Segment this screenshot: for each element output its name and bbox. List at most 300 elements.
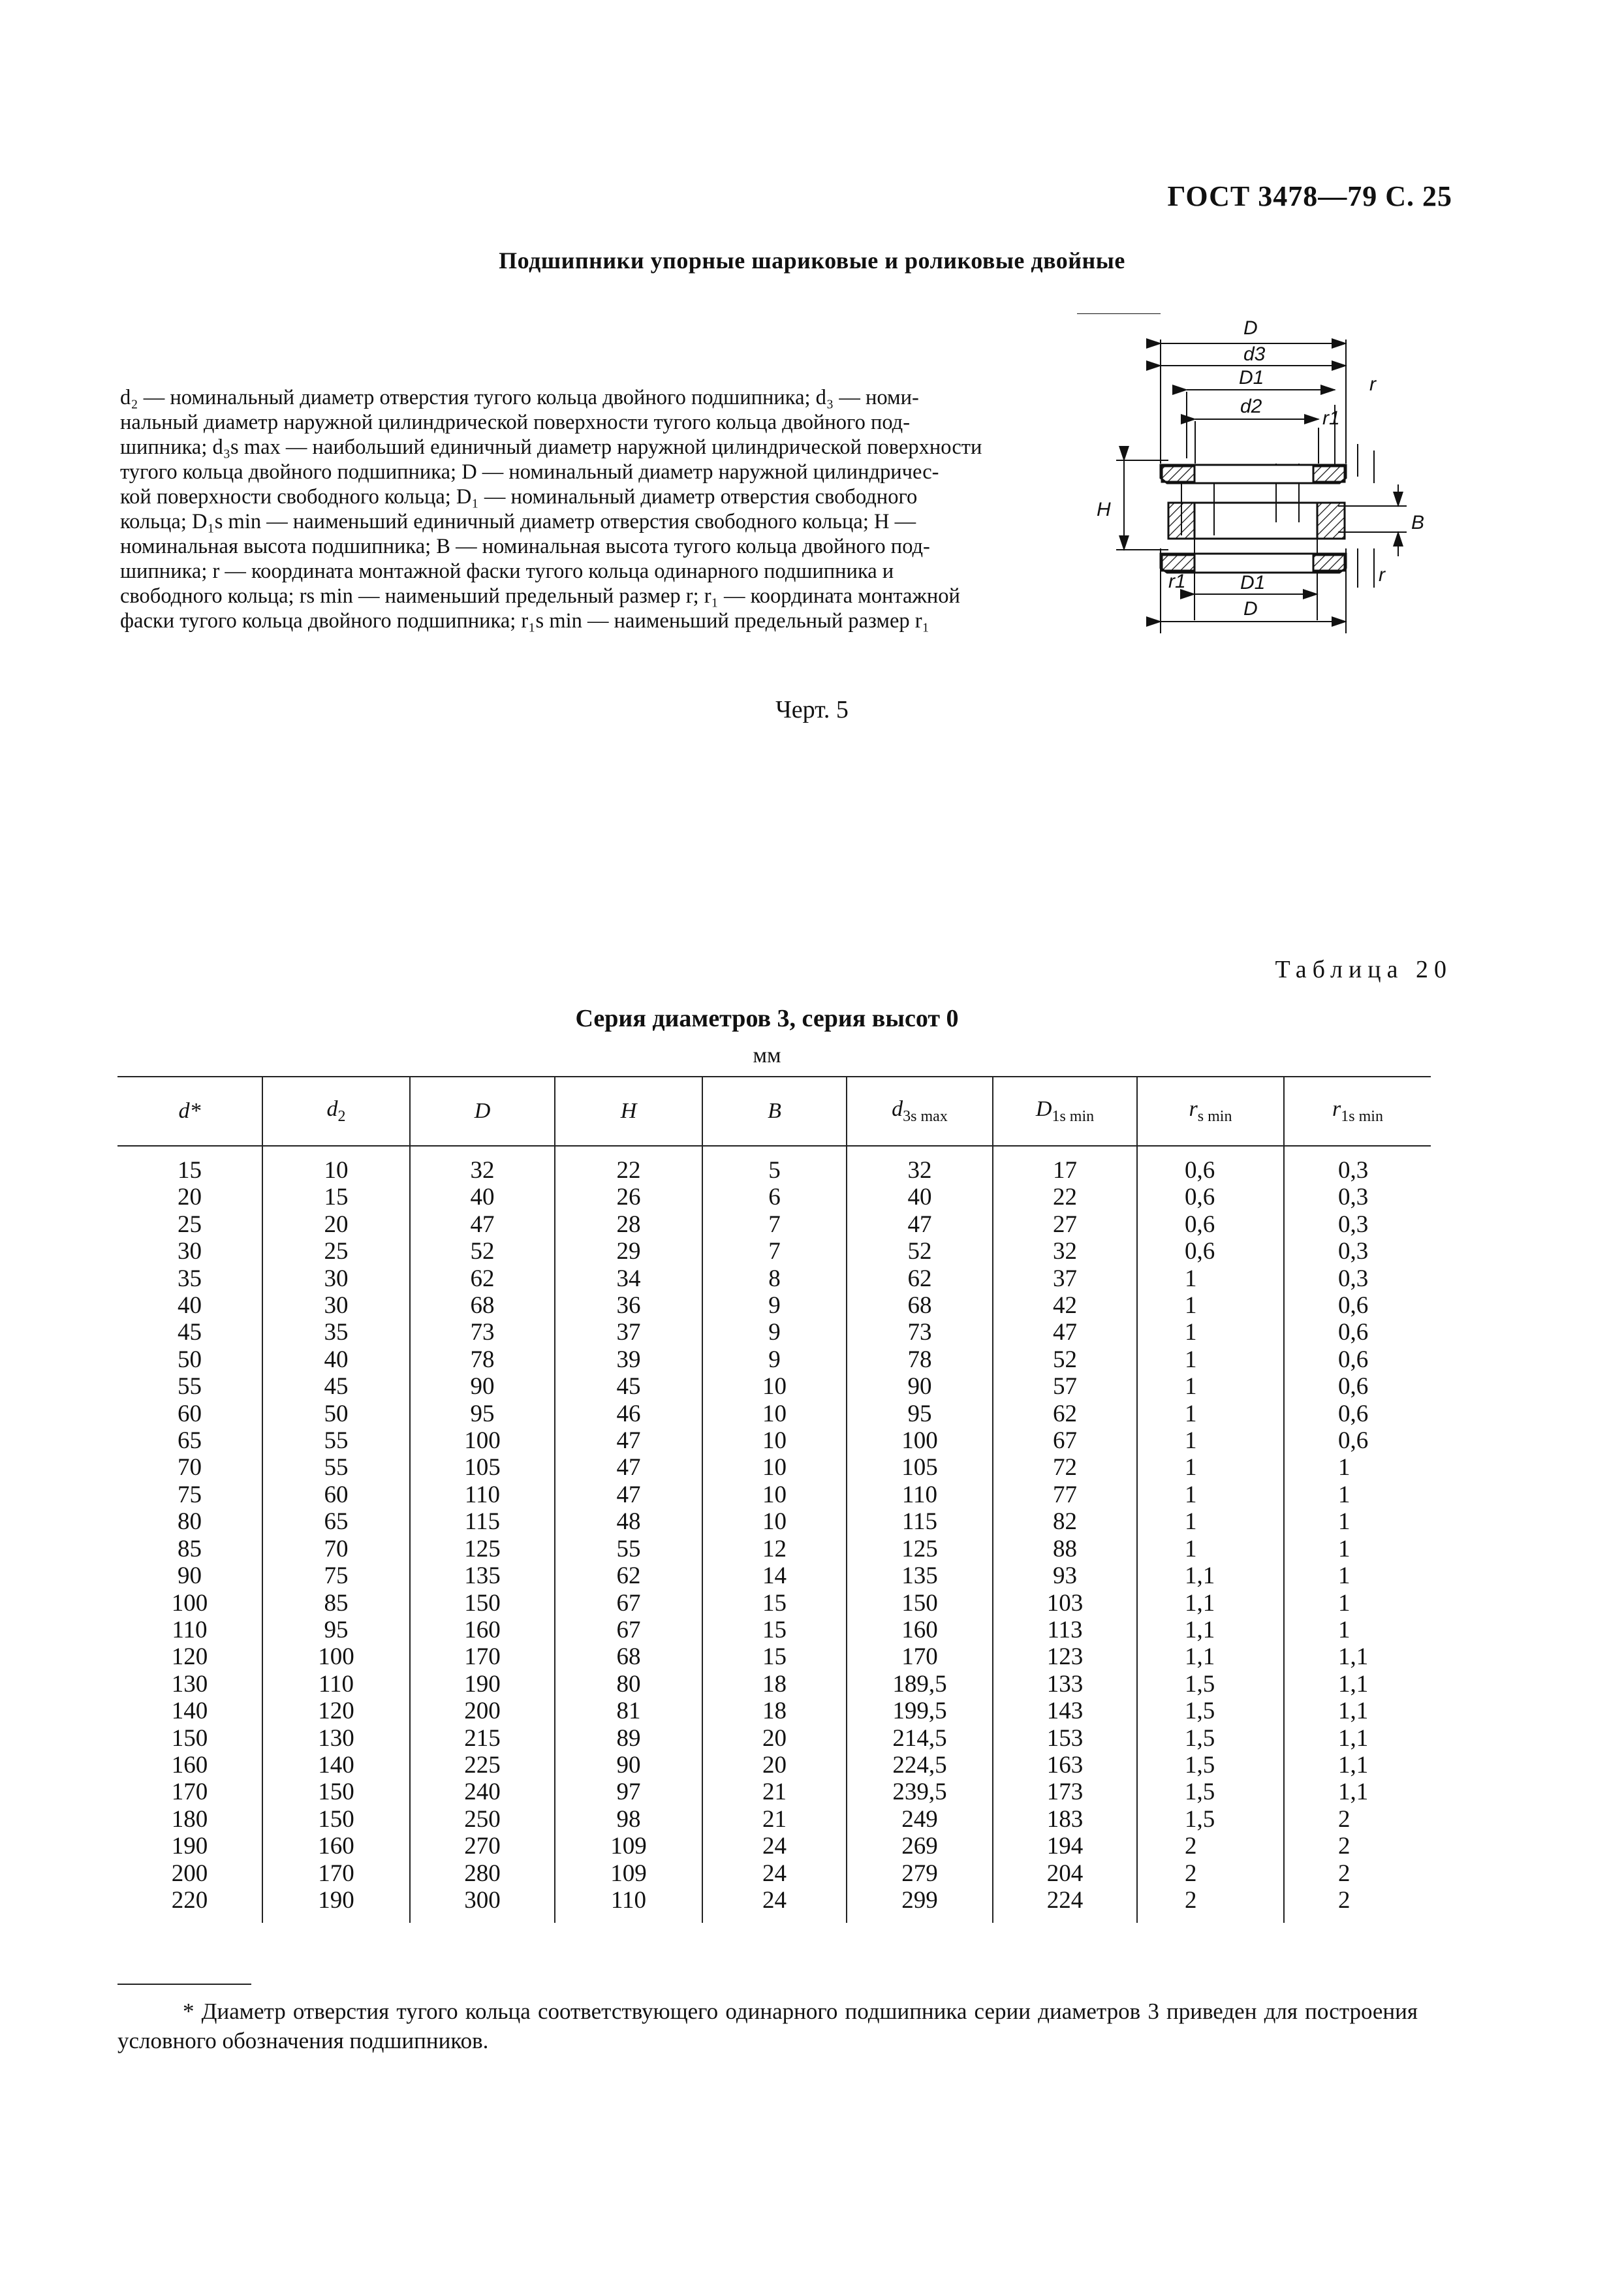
table-cell: 68 [616,1643,641,1671]
label-d3: d3 [1243,343,1266,365]
column-values [262,1146,410,1923]
table-cell: 0,3 [1338,1211,1369,1238]
table-cell: 55 [178,1373,202,1401]
table-cell: 28 [616,1211,641,1238]
table-cell: 1 [1185,1400,1197,1427]
table-cell: 70 [178,1454,202,1481]
table-cell: 214,5 [892,1724,947,1752]
table-cell: 2 [1338,1805,1351,1833]
table-cell: 1,1 [1185,1562,1215,1590]
table-cell: 150 [318,1805,354,1833]
table-cell: 113 [1047,1616,1083,1643]
table-cell: 1,1 [1338,1724,1369,1752]
table-cell: 10 [762,1454,787,1481]
table-cell: 115 [464,1508,501,1536]
table-cell: 40 [324,1346,349,1373]
table-cell: 1,5 [1185,1670,1215,1698]
table-cell: 133 [1046,1670,1084,1698]
table-cell: 32 [907,1157,932,1184]
table-cell: 62 [907,1265,932,1292]
label-r-top: r [1369,373,1376,395]
label-D: D [1243,317,1258,339]
table-cell: 27 [1053,1211,1077,1238]
table-cell: 90 [178,1562,202,1590]
table-cell: 62 [1053,1400,1077,1427]
table-cell: 150 [318,1779,354,1806]
table-cell: 160 [171,1751,208,1779]
table-cell: 40 [470,1184,495,1211]
table-cell: 105 [901,1454,938,1481]
table-cell: 180 [171,1805,208,1833]
table-cell: 55 [616,1535,641,1562]
table-cell: 249 [901,1805,938,1833]
table-cell: 10 [762,1481,787,1508]
table-cell: 52 [1053,1346,1077,1373]
table-cell: 9 [768,1346,781,1373]
footnote-separator [117,1984,251,1985]
table-cell: 1 [1338,1616,1351,1643]
table-cell: 70 [324,1535,349,1562]
table-cell: 215 [464,1724,501,1752]
table-cell: 1 [1185,1454,1197,1481]
page-header: ГОСТ 3478—79 С. 25 [1167,180,1452,212]
table-cell: 100 [901,1427,938,1455]
table-cell: 1,5 [1185,1698,1215,1725]
table-cell: 150 [901,1589,938,1617]
table-cell: 150 [464,1589,501,1617]
table-cell: 163 [1046,1751,1084,1779]
table-cell: 110 [172,1616,208,1643]
table-cell: 0,6 [1338,1373,1369,1401]
table-cell: 279 [901,1860,938,1887]
table-cell: 32 [470,1157,495,1184]
table-cell: 10 [324,1157,349,1184]
label-r1-top: r1 [1322,407,1340,429]
table-cell: 65 [324,1508,349,1536]
table-cell: 1 [1185,1319,1197,1346]
label-D1-top: D1 [1239,367,1264,388]
label-H: H [1097,499,1111,520]
table-cell: 67 [1053,1427,1077,1455]
table-cell: 62 [470,1265,495,1292]
table-cell: 170 [464,1643,501,1671]
table-cell: 120 [171,1643,208,1671]
table-cell: 190 [464,1670,501,1698]
column-values [993,1146,1137,1923]
table-cell: 0,3 [1338,1157,1369,1184]
table-cell: 45 [178,1319,202,1346]
table-cell: 62 [616,1562,641,1590]
table-cell: 20 [178,1184,202,1211]
label-B: B [1411,512,1425,533]
table-cell: 68 [470,1292,495,1320]
table-title: Серия диаметров 3, серия высот 0 [575,1005,959,1032]
table-cell: 5 [768,1157,781,1184]
table-cell: 224 [1046,1886,1084,1914]
column-header: $d_{3s max}$ [847,1077,993,1146]
table-cell: 0,6 [1185,1211,1215,1238]
table-cell: 2 [1338,1833,1351,1860]
table-cell: 10 [762,1508,787,1536]
column-values [410,1146,555,1923]
table-cell: 1,5 [1185,1779,1215,1806]
table-cell: 24 [762,1833,787,1860]
table-cell: 1 [1185,1535,1197,1562]
table-cell: 47 [616,1427,641,1455]
table-cell: 60 [178,1400,202,1427]
table-cell: 9 [768,1319,781,1346]
table-cell: 0,6 [1338,1319,1369,1346]
table-cell: 26 [616,1184,641,1211]
dimensions-table [117,1076,1431,1923]
table-cell: 88 [1053,1535,1077,1562]
table-cell: 24 [762,1886,787,1914]
table-cell: 7 [768,1211,781,1238]
table-cell: 77 [1053,1481,1077,1508]
table-cell: 95 [470,1400,495,1427]
table-cell: 90 [616,1751,641,1779]
table-cell: 22 [1053,1184,1077,1211]
table-cell: 55 [324,1454,349,1481]
definition-line: шипника; r — координата монтажной фаски тугого кольца одинарного подшипника и [120,560,894,583]
table-cell: 1 [1338,1562,1351,1590]
table-cell: 135 [901,1562,938,1590]
table-body-row [117,1146,1431,1923]
definitions-text [120,385,1060,633]
definition-line: тугого кольца двойного подшипника; D — номинальный диаметр наружной цилиндричес- [120,460,939,484]
definition-line: нальный диаметр наружной цилиндрической поверхности тугого кольца двойного под- [120,411,911,434]
table-unit: мм [753,1043,781,1068]
table-cell: 109 [610,1833,647,1860]
table-cell: 20 [762,1724,787,1752]
table-cell: 270 [464,1833,501,1860]
table-cell: 15 [762,1643,787,1671]
table-cell: 204 [1046,1860,1084,1887]
table-cell: 20 [762,1751,787,1779]
table-cell: 200 [171,1860,208,1887]
table-cell: 143 [1046,1698,1084,1725]
table-cell: 153 [1046,1724,1084,1752]
table-cell: 1,5 [1185,1805,1215,1833]
table-cell: 7 [768,1238,781,1265]
table-cell: 85 [178,1535,202,1562]
table-cell: 30 [324,1292,349,1320]
table-cell: 0,3 [1338,1265,1369,1292]
table-cell: 15 [178,1157,202,1184]
table-cell: 120 [318,1698,354,1725]
table-cell: 20 [324,1211,349,1238]
definition-line: фаски тугого кольца двойного подшипника; r₁s min — наименьший предельный размер r₁ [120,609,929,633]
table-cell: 160 [901,1616,938,1643]
table-cell: 55 [324,1427,349,1455]
table-cell: 18 [762,1670,787,1698]
column-values [702,1146,847,1923]
table-cell: 37 [616,1319,641,1346]
table-cell: 183 [1046,1805,1084,1833]
table-cell: 67 [616,1616,641,1643]
column-values [1137,1146,1284,1923]
table-cell: 35 [324,1319,349,1346]
table-cell: 29 [616,1238,641,1265]
table-cell: 45 [616,1373,641,1401]
table-cell: 115 [901,1508,938,1536]
table-cell: 75 [324,1562,349,1590]
table-cell: 1,5 [1185,1724,1215,1752]
table-cell: 73 [907,1319,932,1346]
table-cell: 47 [907,1211,932,1238]
definition-line: номинальная высота подшипника; B — номинальная высота тугого кольца двойного под- [120,535,930,558]
table-cell: 1,1 [1185,1616,1215,1643]
table-cell: 78 [470,1346,495,1373]
table-cell: 60 [324,1481,349,1508]
table-cell: 35 [178,1265,202,1292]
table-cell: 24 [762,1860,787,1887]
table-label: Таблица 20 [1275,956,1452,983]
table-cell: 45 [324,1373,349,1401]
table-cell: 190 [171,1833,208,1860]
table-cell: 42 [1053,1292,1077,1320]
table-cell: 140 [171,1698,208,1725]
table-cell: 103 [1046,1589,1084,1617]
table-cell: 225 [464,1751,501,1779]
table-cell: 239,5 [892,1779,947,1806]
table-cell: 125 [901,1535,938,1562]
table-cell: 10 [762,1400,787,1427]
table-cell: 224,5 [892,1751,947,1779]
label-d2: d2 [1240,396,1262,417]
table-cell: 6 [768,1184,781,1211]
table-cell: 190 [318,1886,354,1914]
table-cell: 21 [762,1779,787,1806]
table-cell: 82 [1053,1508,1077,1536]
table-cell: 80 [178,1508,202,1536]
table-cell: 0,3 [1338,1184,1369,1211]
figure-caption: Черт. 5 [775,696,849,723]
table-cell: 40 [178,1292,202,1320]
label-D1-bottom: D1 [1240,572,1266,594]
table-cell: 0,6 [1185,1157,1215,1184]
table-cell: 2 [1338,1886,1351,1914]
table-cell: 0,6 [1338,1427,1369,1455]
table-cell: 52 [907,1238,932,1265]
label-r-bottom: r [1379,564,1385,586]
table-cell: 9 [768,1292,781,1320]
definition-line: шипника; d₃s max — наибольший единичный диаметр наружной цилиндрической поверхности [120,435,982,459]
table-cell: 0,6 [1338,1292,1369,1320]
table-cell: 1 [1338,1535,1351,1562]
table-cell: 10 [762,1373,787,1401]
column-values [1284,1146,1431,1923]
table-cell: 135 [464,1562,501,1590]
table-cell: 140 [318,1751,354,1779]
table-cell: 110 [464,1481,501,1508]
table-cell: 46 [616,1400,641,1427]
table-cell: 199,5 [892,1698,947,1725]
table-cell: 2 [1185,1860,1197,1887]
table-cell: 1 [1185,1265,1197,1292]
table-cell: 220 [171,1886,208,1914]
table-cell: 170 [171,1779,208,1806]
table-cell: 125 [464,1535,501,1562]
table-cell: 93 [1053,1562,1077,1590]
table-cell: 1 [1338,1589,1351,1617]
label-D-bottom: D [1243,598,1258,620]
table-cell: 75 [178,1481,202,1508]
table-cell: 1 [1185,1481,1197,1508]
column-values [117,1146,262,1923]
table-cell: 150 [171,1724,208,1752]
table-cell: 1 [1185,1346,1197,1373]
table-cell: 25 [178,1211,202,1238]
column-header: $r_{s min}$ [1137,1077,1284,1146]
table-cell: 280 [464,1860,501,1887]
table-cell: 0,6 [1185,1238,1215,1265]
table-cell: 123 [1046,1643,1084,1671]
table-cell: 1 [1185,1373,1197,1401]
table-header-row [117,1077,1431,1146]
table-cell: 95 [324,1616,349,1643]
table-cell: 47 [616,1481,641,1508]
table-cell: 1,5 [1185,1751,1215,1779]
table-cell: 15 [324,1184,349,1211]
table-cell: 25 [324,1238,349,1265]
footnote: * Диаметр отверстия тугого кольца соответствующего одинарного подшипника серии диаметров 3 приведен для построения условного обозначения подшипников. [117,1999,1418,2053]
table-cell: 250 [464,1805,501,1833]
table-cell: 98 [616,1805,641,1833]
table-cell: 47 [470,1211,495,1238]
table-cell: 52 [470,1238,495,1265]
table-cell: 32 [1053,1238,1077,1265]
table-cell: 81 [616,1698,641,1725]
table-cell: 1 [1185,1508,1197,1536]
table-cell: 1,1 [1185,1643,1215,1671]
table-cell: 1,1 [1338,1779,1369,1806]
table-cell: 100 [318,1643,354,1671]
definition-line: d₂ — номинальный диаметр отверстия тугого кольца двойного подшипника; d₃ — номи- [120,386,919,409]
table-cell: 90 [907,1373,932,1401]
bearing-drawing [1077,313,1443,653]
column-header: $d_2$ [262,1077,410,1146]
page-title: Подшипники упорные шариковые и роликовые двойные [499,247,1125,274]
table-cell: 130 [318,1724,354,1752]
table-cell: 1,1 [1338,1670,1369,1698]
column-header: B [702,1077,847,1146]
table-cell: 30 [324,1265,349,1292]
definition-line: кой поверхности свободного кольца; D₁ — номинальный диаметр отверстия свободного [120,485,918,509]
table-cell: 240 [464,1779,501,1806]
table-cell: 2 [1338,1860,1351,1887]
table-cell: 50 [178,1346,202,1373]
table-cell: 1,1 [1185,1589,1215,1617]
table-cell: 67 [616,1589,641,1617]
table-cell: 95 [907,1400,932,1427]
table-cell: 0,3 [1338,1238,1369,1265]
table-cell: 160 [464,1616,501,1643]
table-cell: 173 [1046,1779,1084,1806]
table-cell: 1 [1185,1427,1197,1455]
table-cell: 80 [616,1670,641,1698]
table-cell: 15 [762,1589,787,1617]
table-cell: 57 [1053,1373,1077,1401]
table-cell: 1,1 [1338,1751,1369,1779]
column-values [555,1146,702,1923]
table-cell: 73 [470,1319,495,1346]
table-cell: 1 [1338,1454,1351,1481]
table-cell: 300 [464,1886,501,1914]
table-cell: 105 [464,1454,501,1481]
table-cell: 89 [616,1724,641,1752]
table-cell: 85 [324,1589,349,1617]
table-cell: 100 [464,1427,501,1455]
table-cell: 170 [318,1860,354,1887]
column-header: $r_{1s min}$ [1284,1077,1431,1146]
table-cell: 110 [610,1886,647,1914]
table-cell: 100 [171,1589,208,1617]
definition-line: кольца; D₁s min — наименьший единичный диаметр отверстия свободного кольца; H — [120,510,916,533]
column-header: $D_{1s min}$ [993,1077,1137,1146]
table-cell: 0,6 [1185,1184,1215,1211]
table-cell: 40 [907,1184,932,1211]
table-cell: 39 [616,1346,641,1373]
table-cell: 1 [1338,1481,1351,1508]
label-r1-bottom: r1 [1168,571,1186,592]
table-cell: 97 [616,1779,641,1806]
table-cell: 17 [1053,1157,1077,1184]
table-cell: 1 [1185,1292,1197,1320]
table-cell: 72 [1053,1454,1077,1481]
table-cell: 0,6 [1338,1346,1369,1373]
table-cell: 130 [171,1670,208,1698]
table-cell: 10 [762,1427,787,1455]
table-cell: 90 [470,1373,495,1401]
table-cell: 15 [762,1616,787,1643]
table-cell: 65 [178,1427,202,1455]
table-cell: 160 [318,1833,354,1860]
table-cell: 200 [464,1698,501,1725]
table-cell: 30 [178,1238,202,1265]
table-cell: 47 [1053,1319,1077,1346]
column-header: H [555,1077,702,1146]
table-cell: 78 [907,1346,932,1373]
table-cell: 189,5 [892,1670,947,1698]
table-cell: 2 [1185,1833,1197,1860]
table-cell: 110 [318,1670,354,1698]
table-cell: 8 [768,1265,781,1292]
column-header: D [410,1077,555,1146]
table-cell: 109 [610,1860,647,1887]
table-cell: 1,1 [1338,1643,1369,1671]
table-cell: 299 [901,1886,938,1914]
table-cell: 21 [762,1805,787,1833]
table-cell: 18 [762,1698,787,1725]
table-cell: 194 [1046,1833,1084,1860]
table-cell: 269 [901,1833,938,1860]
table-cell: 1 [1338,1508,1351,1536]
column-values [847,1146,993,1923]
table-cell: 37 [1053,1265,1077,1292]
table-cell: 14 [762,1562,787,1590]
table-cell: 170 [901,1643,938,1671]
table-cell: 2 [1185,1886,1197,1914]
column-header: d* [117,1077,262,1146]
table-cell: 48 [616,1508,641,1536]
table-cell: 47 [616,1454,641,1481]
table-cell: 50 [324,1400,349,1427]
table-cell: 1,1 [1338,1698,1369,1725]
table-cell: 110 [901,1481,938,1508]
definition-line: свободного кольца; rs min — наименьший предельный размер r; r₁ — координата монтажной [120,584,960,608]
table-cell: 36 [616,1292,641,1320]
